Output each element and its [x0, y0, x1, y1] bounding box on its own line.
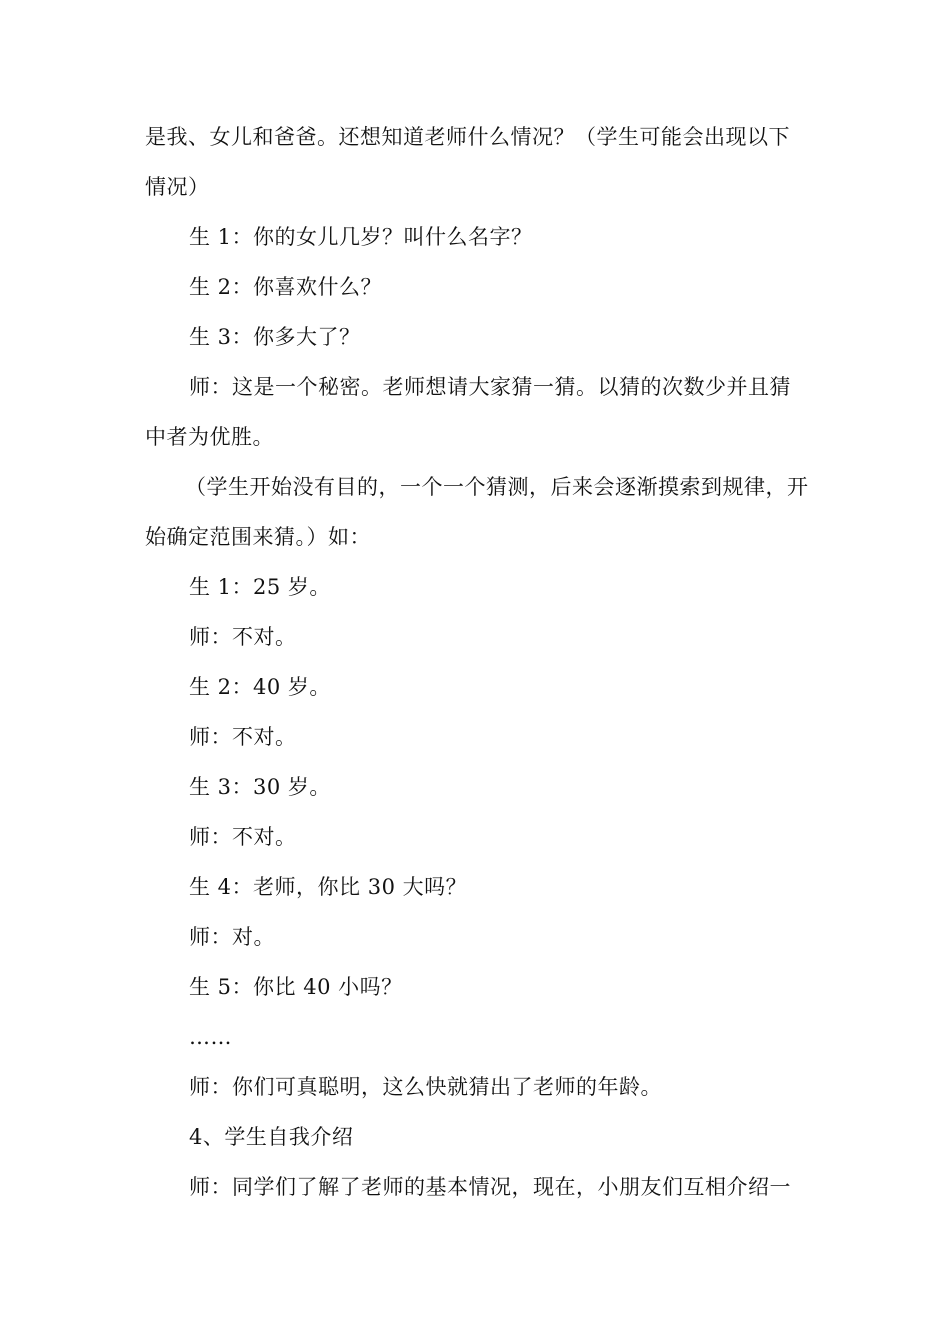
- paragraph-ellipsis: ……: [189, 1025, 232, 1049]
- paragraph-teacher-secret: 师：这是一个秘密。老师想请大家猜一猜。以猜的次数少并且猜中者为优胜。: [145, 375, 791, 449]
- paragraph-student-3-question: 生 3：你多大了？: [189, 325, 361, 349]
- paragraph-teacher-reply-4: 师：对。: [189, 925, 275, 949]
- paragraph-student-2-question: 生 2：你喜欢什么？: [189, 275, 383, 299]
- paragraph-student-2-guess: 生 2：40 岁。: [189, 675, 331, 699]
- paragraph-student-3-guess: 生 3：30 岁。: [189, 775, 331, 799]
- paragraph-student-1-guess: 生 1：25 岁。: [189, 575, 331, 599]
- document-body: [145, 112, 810, 1212]
- paragraph-student-1-question: 生 1：你的女儿几岁？叫什么名字？: [189, 225, 533, 249]
- paragraph-teacher-instruction: 师：同学们了解了老师的基本情况，现在，小朋友们互相介绍一: [189, 1175, 791, 1199]
- paragraph-teacher-reply-1: 师：不对。: [189, 625, 297, 649]
- paragraph-student-5-question: 生 5：你比 40 小吗？: [189, 975, 403, 999]
- paragraph-student-4-question: 生 4：老师，你比 30 大吗？: [189, 875, 468, 899]
- paragraph-teacher-praise: 师：你们可真聪明，这么快就猜出了老师的年龄。: [189, 1075, 662, 1099]
- paragraph-intro-continuation: 是我、女儿和爸爸。还想知道老师什么情况？（学生可能会出现以下情况）: [145, 125, 790, 199]
- paragraph-teacher-reply-2: 师：不对。: [189, 725, 297, 749]
- paragraph-guessing-note: （学生开始没有目的，一个一个猜测，后来会逐渐摸索到规律，开始确定范围来猜。）如：: [145, 475, 809, 549]
- section-heading-self-introduction: 4、学生自我介绍: [189, 1125, 354, 1149]
- paragraph-teacher-reply-3: 师：不对。: [189, 825, 297, 849]
